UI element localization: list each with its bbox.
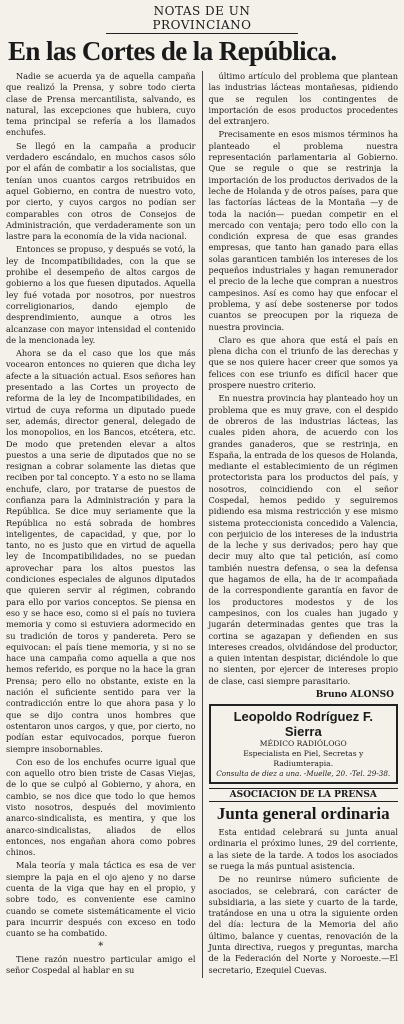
article-headline: En las Cortes de la República. xyxy=(8,36,337,66)
paragraph: Precisamente en esos mismos términos ha planteado el problema nuestra representación parlamentaria al Gobierno. Que se regule o que se restrinja la importación de los productos derivados de la leche de Holanda y de otros países, para que las factorías lácteas de la Montaña —y de toda la nación— puedan competir en el mercado con ventaja; pero todo ello con la condición expresa de que esas grandes empresas, que tanto han ganado para ellas solas garanticen también los intereses de los pequeños industriales y hagan remunerador el precio de la leche que compran a nuestros campesinos. Así es como hay que enfocar el problema, y así debe sostenerse por todos cuantos se preocupen por la riqueza de nuestra provincia. xyxy=(208,129,399,332)
paragraph: Mala teoría y mala táctica es esa de ver siempre la paja en el ojo ajeno y no darse cuenta de la viga que hay en el propio, y sobre todo, es conveniente ese camino cuando se comete sistemáticamente el vicio para incurrir después con exceso en todo cuanto se ha combatido. xyxy=(6,860,196,939)
paragraph: último artículo del problema que plantean las industrias lácteas montañesas, pidiendo que se regulen los contingentes de importación de esos productos procedentes del extranjero. xyxy=(208,71,399,127)
left-column xyxy=(6,71,196,978)
right-column xyxy=(209,71,399,978)
paragraph: Con eso de los enchufes ocurre igual que con aquello otro bien triste de Casas Viejas, de lo que se culpó al Gobierno, y ahora, en cambio, se nos dice que todo lo que hemos visto nosotros, después del movimiento anarco-sindicalista, es mentira, y que los anarco-sindicalistas, aliados de ellos entonces, nos engañan ahora como pobres chinos. xyxy=(6,756,196,858)
paragraph: En nuestra provincia hay planteado hoy un problema que es muy grave, con el despido de obreros de las industrias lácteas, las cuales piden ahora, de acuerdo con los grandes ganaderos, que se restrinja, en España, la entrada de los quesos de Holanda, mediante el establecimiento de un régimen protectorista para los productos del país, y nosotros, coincidiendo con el señor Cospedal, hemos pedido y seguiremos pidiendo esa misma restricción y ese mismo sistema proteccionista concedido a Valencia, con perjuicio de los intereses de la industria de la leche y sus derivados; pero hay que decir muy alto que tal petición, así como también nuestra defensa, o sea la defensa que hagamos de ella, ha de ir acompañada de la correspondiente garantía en favor de los productores modestos y de los campesinos, con los cuales han jugado y jugarán determinadas gentes que tras la cortina se agazapan y defienden en sus intereses creados, olvidándose del productor, a quien intentan despistar, diciéndole lo que no sienten, por ejercer de intereses propio de clase, casi siempre parasitario. xyxy=(208,393,399,686)
paragraph: Se llegó en la campaña a producir verdadero escándalo, en muchos casos sólo por el afán de combatir a los socialistas, que tenían unos cuantos cargos retribuidos en aquel Gobierno, en contra de nuestro voto, por cierto, y cuyos cargos no podían ser comparables con otros de Consejos de Administración, que verdaderamente son un lastre para la economía de la vida nacional. xyxy=(6,140,196,242)
paragraph: Ahora se da el caso que los que más vocearon entonces no quieren que dicha ley afecte a la situación actual. Esos señores han presentado a las Cortes un proyecto de reforma de la ley de Incompatibilidades, en virtud de cuya reforma un diputado puede ser, además, director general, delegado de los monopolios, en los Bancos, etcétera, etc. De modo que pretenden elevar a altos puestos a una serie de diputados que no se resignan a cobrar solamente las dietas que reciben por tal concepto. Y a esto no se llama enchufe, claro, por tratarse de puestos de confianza para la Administración y para la República. Se dice muy seriamente que la República no está sobrada de hombres inteligentes, de capacidad, y que, por lo tanto, no es justo que en virtud de aquella ley de Incompatibilidades, no se puedan aprovechar para los altos puestos las condiciones especiales de algunos diputados que quieren servir al régimen, cobrando para ello por varios conceptos. Se piensa en eso y se hace eso, como si el país no tuviera memoria y como si estuviera adormecido en su tradición de toros y pandereta. Pero se equivocan: el país tiene memoria, y si no se hace una campaña como aquella a que nos hemos referido, es porque no la hace la gran Prensa; pero ello no obstante, existe en la nación el suficiente sentido para ver la contradicción entre lo que ahora pasa y lo que se dijo contra unos hombres que ostentaron unos cargos, y que, por cierto, no podían estar equivocados, porque fueron siempre insobornables. xyxy=(6,348,196,754)
column-divider xyxy=(202,71,203,978)
article-columns xyxy=(6,71,398,978)
advert-name: Leopoldo Rodríguez F. Sierra xyxy=(233,709,373,740)
advert-address: Consulta de diez a una. -Muelle, 20. -Tel. 29-38. xyxy=(216,769,391,779)
paragraph: Entonces se propuso, y después se votó, la ley de Incompatibilidades, con la que se prohibe el desempeño de altos cargos de gobierno a los que fuesen diputados. Aquella ley fué votada por nosotros, por nuestros correligionarios, dando ejemplo de desprendimiento, aunque a otros les alcanzase con mayor intensidad el contenido de la mencionada ley. xyxy=(6,244,196,345)
doctor-advert xyxy=(209,704,399,784)
section-title: ASOCIACION DE LA PRENSA xyxy=(209,788,399,802)
section-headline: Junta general ordinaria xyxy=(216,804,390,824)
author-signature: Bruno ALONSO xyxy=(315,690,395,701)
paragraph: Claro es que ahora que está el país en plena dicha con el triunfo de las derechas y que se nos quiere hacer creer que somos ya felices con ese triunfo es difícil hacer que prospere nuestro criterio. xyxy=(208,334,399,391)
paragraph: Tiene razón nuestro particular amigo el señor Cospedal al hablar en su xyxy=(6,953,196,975)
paragraph: Esta entidad celebrará su junta anual ordinaria el próximo lunes, 29 del corriente, a las siete de la tarde. A todos los asociados se ruega la más puntual asistencia. xyxy=(208,827,399,871)
advert-title: MÉDICO RADIÓLOGO xyxy=(259,739,347,749)
asterisk-separator: * xyxy=(98,940,104,952)
column-kicker: NOTAS DE UN PROVINCIANO xyxy=(106,4,298,34)
paragraph: De no reunirse número suficiente de asociados, se celebrará, con carácter de subsidiaria, a las siete y cuarto de la tarde, tratándose en una u otra la siguiente orden del día: lectura de la Memoria del año último, balance y cuentas, renovación de la Junta directiva, ruegos y preguntas, marcha de la Federación del Norte y Noroeste.—El secretario, Ezequiel Cuevas. xyxy=(208,874,399,975)
paragraph: Nadie se acuerda ya de aquella campaña que realizó la Prensa, y sobre todo cierta clase de Prensa mercantilista, salvando, es natural, las excepciones que hubiera, cuyo tema principal se refería a los llamados enchufes. xyxy=(6,71,196,138)
advert-specialty: Especialista en Piel, Secretas y Radiumterapia. xyxy=(243,749,364,769)
